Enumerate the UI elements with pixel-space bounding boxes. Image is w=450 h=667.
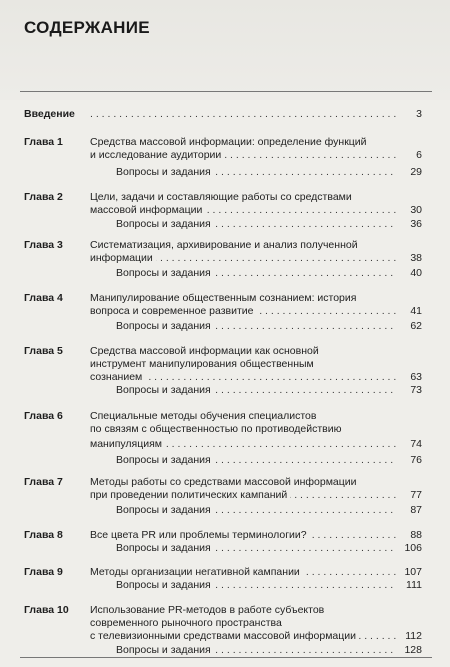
chapter-page: 63 bbox=[407, 371, 422, 384]
top-divider bbox=[20, 91, 432, 92]
chapter-page: 6 bbox=[413, 149, 422, 162]
chapter-title-last-line: . . . массовой информации 30 bbox=[90, 204, 422, 217]
chapter-label: Глава 2 bbox=[24, 191, 63, 203]
chapter-page: 77 bbox=[407, 489, 422, 502]
faded-header-band bbox=[0, 0, 450, 100]
questions-page: 128 bbox=[401, 644, 422, 657]
questions-page: 62 bbox=[407, 320, 422, 333]
chapter-title-line: инструмент манипулирования общественным bbox=[90, 358, 314, 370]
questions-page: 87 bbox=[407, 504, 422, 517]
chapter-page: 38 bbox=[407, 252, 422, 265]
chapter-title-last-line: . . . при проведении политических кампаний 77 bbox=[90, 489, 422, 502]
chapter-page: 74 bbox=[407, 438, 422, 451]
chapter-label: Глава 6 bbox=[24, 410, 63, 422]
chapter-page: 30 bbox=[407, 204, 422, 217]
questions-line[interactable]: . . . Вопросы и задания 111 bbox=[116, 579, 422, 592]
chapter-title-line: Методы работы со средствами массовой информации bbox=[90, 476, 357, 488]
chapter-title-line: по связям с общественностью по противодействию bbox=[90, 423, 342, 435]
intro-page: 3 bbox=[413, 108, 422, 121]
questions-line[interactable]: . . . Вопросы и задания 128 bbox=[116, 644, 422, 657]
chapter-title-last-line: . . . информации 38 bbox=[90, 252, 422, 265]
questions-page: 29 bbox=[407, 166, 422, 179]
intro-label: Введение bbox=[24, 108, 75, 120]
chapter-title-line: Систематизация, архивирование и анализ полученной bbox=[90, 239, 358, 251]
chapter-label: Глава 9 bbox=[24, 566, 63, 578]
chapter-label: Глава 8 bbox=[24, 529, 63, 541]
chapter-title-line: Специальные методы обучения специалистов bbox=[90, 410, 317, 422]
questions-line[interactable]: . . . Вопросы и задания 87 bbox=[116, 504, 422, 517]
intro-leader bbox=[90, 108, 422, 121]
chapter-title-last-line: . . . и исследование аудитории 6 bbox=[90, 149, 422, 162]
chapter-label: Глава 10 bbox=[24, 604, 69, 616]
chapter-title-line: Использование PR-методов в работе субъектов bbox=[90, 604, 325, 616]
questions-line[interactable]: . . . Вопросы и задания 73 bbox=[116, 384, 422, 397]
chapter-title-line: Средства массовой информации как основной bbox=[90, 345, 319, 357]
questions-page: 36 bbox=[407, 218, 422, 231]
questions-line[interactable]: . . . Вопросы и задания 106 bbox=[116, 542, 422, 555]
page-title: СОДЕРЖАНИЕ bbox=[24, 18, 150, 37]
chapter-title-line: Средства массовой информации: определение функций bbox=[90, 136, 367, 148]
chapter-title-last-line: . . . Методы организации негативной кампании 107 bbox=[90, 566, 422, 579]
chapter-title-line: Цели, задачи и составляющие работы со средствами bbox=[90, 191, 352, 203]
chapter-title-last-line: . . . вопроса и современное развитие 41 bbox=[90, 305, 422, 318]
questions-page: 111 bbox=[403, 579, 422, 592]
bottom-divider bbox=[20, 657, 432, 658]
questions-page: 73 bbox=[407, 384, 422, 397]
questions-line[interactable]: . . . Вопросы и задания 36 bbox=[116, 218, 422, 231]
chapter-page: 112 bbox=[402, 630, 422, 643]
questions-page: 40 bbox=[407, 267, 422, 280]
chapter-label: Глава 3 bbox=[24, 239, 63, 251]
chapter-page: 107 bbox=[401, 566, 422, 579]
questions-page: 106 bbox=[401, 542, 422, 555]
chapter-page: 41 bbox=[407, 305, 422, 318]
questions-line[interactable]: . . . Вопросы и задания 62 bbox=[116, 320, 422, 333]
chapter-title-last-line: . . . с телевизионными средствами массовой информации 112 bbox=[90, 630, 422, 643]
questions-line[interactable]: . . . Вопросы и задания 29 bbox=[116, 166, 422, 179]
dot-leader bbox=[90, 108, 396, 121]
questions-page: 76 bbox=[407, 454, 422, 467]
chapter-title-last-line: . . . манипуляциям 74 bbox=[90, 438, 422, 451]
chapter-label: Глава 5 bbox=[24, 345, 63, 357]
chapter-label: Глава 7 bbox=[24, 476, 63, 488]
chapter-label: Глава 1 bbox=[24, 136, 63, 148]
questions-line[interactable]: . . . Вопросы и задания 76 bbox=[116, 454, 422, 467]
questions-line[interactable]: . . . Вопросы и задания 40 bbox=[116, 267, 422, 280]
chapter-page: 88 bbox=[407, 529, 422, 542]
chapter-label: Глава 4 bbox=[24, 292, 63, 304]
chapter-title-line: Манипулирование общественным сознанием: история bbox=[90, 292, 357, 304]
chapter-title-last-line: . . . Все цвета PR или проблемы терминологии? 88 bbox=[90, 529, 422, 542]
chapter-title-line: современного рыночного пространства bbox=[90, 617, 282, 629]
chapter-title-last-line: . . . сознанием 63 bbox=[90, 371, 422, 384]
